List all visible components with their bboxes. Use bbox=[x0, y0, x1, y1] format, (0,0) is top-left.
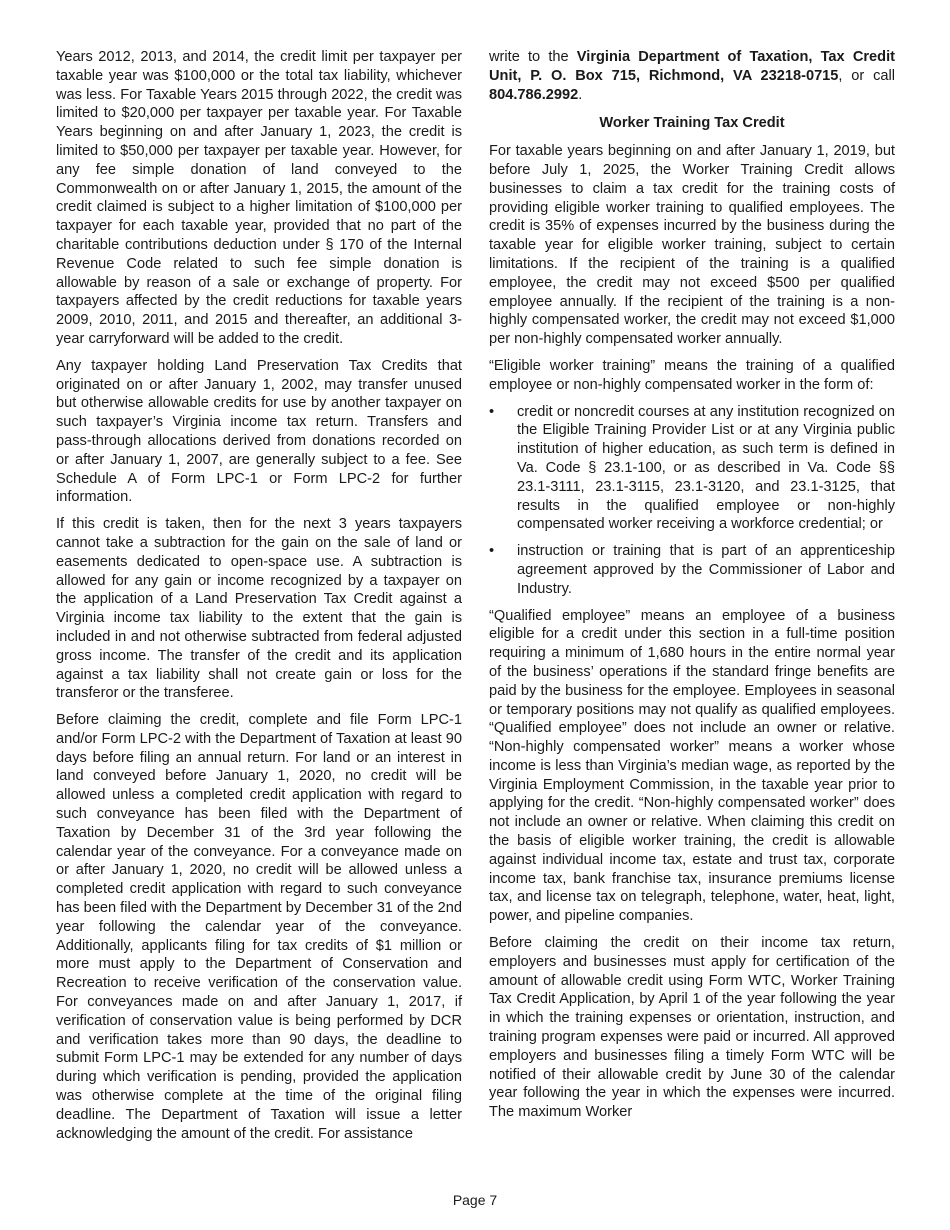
paragraph-contact-info: write to the Virginia Department of Taxation, Tax Credit Unit, P. O. Box 715, Richmond, VA 23218-0715, or call 804.786.2992. bbox=[489, 49, 895, 103]
paragraph-qualified-employee-definition: “Qualified employee” means an employee of a business eligible for a credit under this section in a full-time position requiring a minimum of 1,680 hours in the entire normal year of the business’ operations if the standard fringe benefits are paid by the business for the employee. Employees in seasonal or temporary positions may not qualify as qualified employees. “Qualified employee” does not include an owner or relative. “Non-highly compensated worker” means a worker whose income is less than Virginia’s median wage, as reported by the Virginia Employment Commission, in the taxable year prior to applying for the credit. “Non-highly compensated worker” does not include an owner or relative. When claiming this credit on the basis of eligible worker training, the credit is allowable against individual income tax, estate and trust tax, corporate income tax, bank franchise tax, insurance premiums license tax, and license tax on telegraph, telephone, water, heat, light, power, and pipeline companies. bbox=[489, 607, 895, 925]
document-page bbox=[56, 48, 896, 1158]
paragraph-credit-limits: Years 2012, 2013, and 2014, the credit limit per taxpayer per taxable year was $100,000 or the total tax liability, whichever was less. For Taxable Years 2015 through 2022, the credit was limited to $20,000 per taxpayer per taxable year. For Taxable Years beginning on and after January 1, 2023, the credit is limited to $50,000 per taxpayer per taxable year. However, for any fee simple donation of land conveyed to the Commonwealth on or after January 1, 2015, the amount of the credit claimed is subject to a higher limitation of $100,000 per taxpayer for each taxable year, provided that no part of the charitable contributions deduction under § 170 of the Internal Revenue Code related to such fee simple donation is allowable by reason of a sale or exchange of property. For taxpayers affected by the credit reductions for taxable years 2009, 2010, 2011, and 2015 and thereafter, an additional 3-year carryforward will be added to the credit. bbox=[56, 49, 462, 347]
paragraph-certification-process: Before claiming the credit on their income tax return, employers and businesses must apply for certification of the amount of allowable credit using Form WTC, Worker Training Tax Credit Application, by April 1 of the year following the year in which the training expenses or orientation, instruction, and training program expenses were paid or incurred. All approved employers and businesses filing a timely Form WTC will be notified of their allowable credit by June 30 of the calendar year following the year in which the expenses were incurred. The maximum Worker bbox=[489, 935, 895, 1121]
page-number: Page 7 bbox=[452, 1192, 498, 1208]
paragraph-credit-transfer: Any taxpayer holding Land Preservation Tax Credits that originated on or after January 1, 2002, may transfer unused but otherwise allowable credits for use by another taxpayer on such taxpayer’s Virginia income tax return. Transfers and pass-through allocations derived from donations recorded on or after January 1, 2007, are generally subject to a fee. See Schedule A of Form LPC-1 or Form LPC-2 for further information. bbox=[56, 357, 462, 506]
paragraph-eligible-training-definition: “Eligible worker training” means the training of a qualified employee or non-highly compensated worker in the form of: bbox=[489, 357, 895, 393]
phone-number: 804.786.2992 bbox=[489, 86, 579, 103]
list-item: • credit or noncredit courses at any institution recognized on the Eligible Training Provider List or at any Virginia public institution of higher education, as such term is defined in Va. Code § 23.1-100, or as described in Va. Code §§ 23.1-3111, 23.1-3115, 23.1-3120, and 23.1-3125, that results in the qualified employee or non-highly compensated worker receiving a workforce credential; or bbox=[489, 403, 895, 533]
right-column bbox=[489, 48, 895, 1130]
paragraph-claiming-procedure: Before claiming the credit, complete and file Form LPC-1 and/or Form LPC-2 with the Department of Taxation at least 90 days before filing an annual return. For land or an interest in land conveyed before January 1, 2020, no credit will be allowed unless a completed credit application with regard to such conveyance has been filed with the Department of Taxation by December 31 of the 3rd year following the calendar year of the conveyance. For a conveyance made on or after January 1, 2020, no credit will be allowed unless a completed credit application with regard to such conveyance has been filed with the Department by December 31 of the 2nd year following the calendar year of the conveyance. Additionally, applicants filing for tax credits of $1 million or more must apply to the Department of Conservation and Recreation to receive verification of the conservation value. For conveyances made on and after January 1, 2017, if verification of conservation value is being performed by DCR and verification takes more than 90 days, the deadline to submit Form LPC-1 may be extended for any number of days during which verification is pending, provided the application was otherwise complete at the time of the original filing deadline. The Department of Taxation will issue a letter acknowledging the amount of the credit. For assistance bbox=[56, 712, 462, 1142]
paragraph-subtraction: If this credit is taken, then for the next 3 years taxpayers cannot take a subtraction for the gain on the sale of land or easements dedicated to open-space use. A subtraction is allowed for any gain or income recognized by a taxpayer on the application of a Land Preservation Tax Credit against a Virginia income tax liability to the extent that the gain is included in and not otherwise subtracted from federal adjusted gross income. The transfer of the credit and its application against a tax liability shall not create gain or loss for the transferor or the transferee. bbox=[56, 516, 462, 702]
left-column bbox=[56, 48, 462, 1151]
paragraph-worker-training-overview: For taxable years beginning on and after January 1, 2019, but before July 1, 2025, the Worker Training Credit allows businesses to claim a tax credit for the training costs of providing eligible worker training to qualified employees. The credit is 35% of expenses incurred by the business during the taxable year for eligible worker training, subject to certain limitations. If the recipient of the training is a qualified employee, the credit may not exceed $500 per qualified employee annually. If the recipient of the training is a non-highly compensated worker, the credit may not exceed $1,000 per non-highly compensated worker annually. bbox=[489, 143, 895, 348]
section-heading-worker-training: Worker Training Tax Credit bbox=[599, 115, 785, 132]
bullet-icon: • bbox=[489, 403, 495, 420]
tax-credit-unit-address: Virginia Department of Taxation, Tax Credit Unit, P. O. Box 715, Richmond, VA 23218-0715 bbox=[489, 49, 895, 84]
list-item: • instruction or training that is part of an apprenticeship agreement approved by the Commissioner of Labor and Industry. bbox=[489, 543, 895, 597]
eligible-training-list bbox=[489, 403, 895, 599]
bullet-icon: • bbox=[489, 543, 495, 560]
